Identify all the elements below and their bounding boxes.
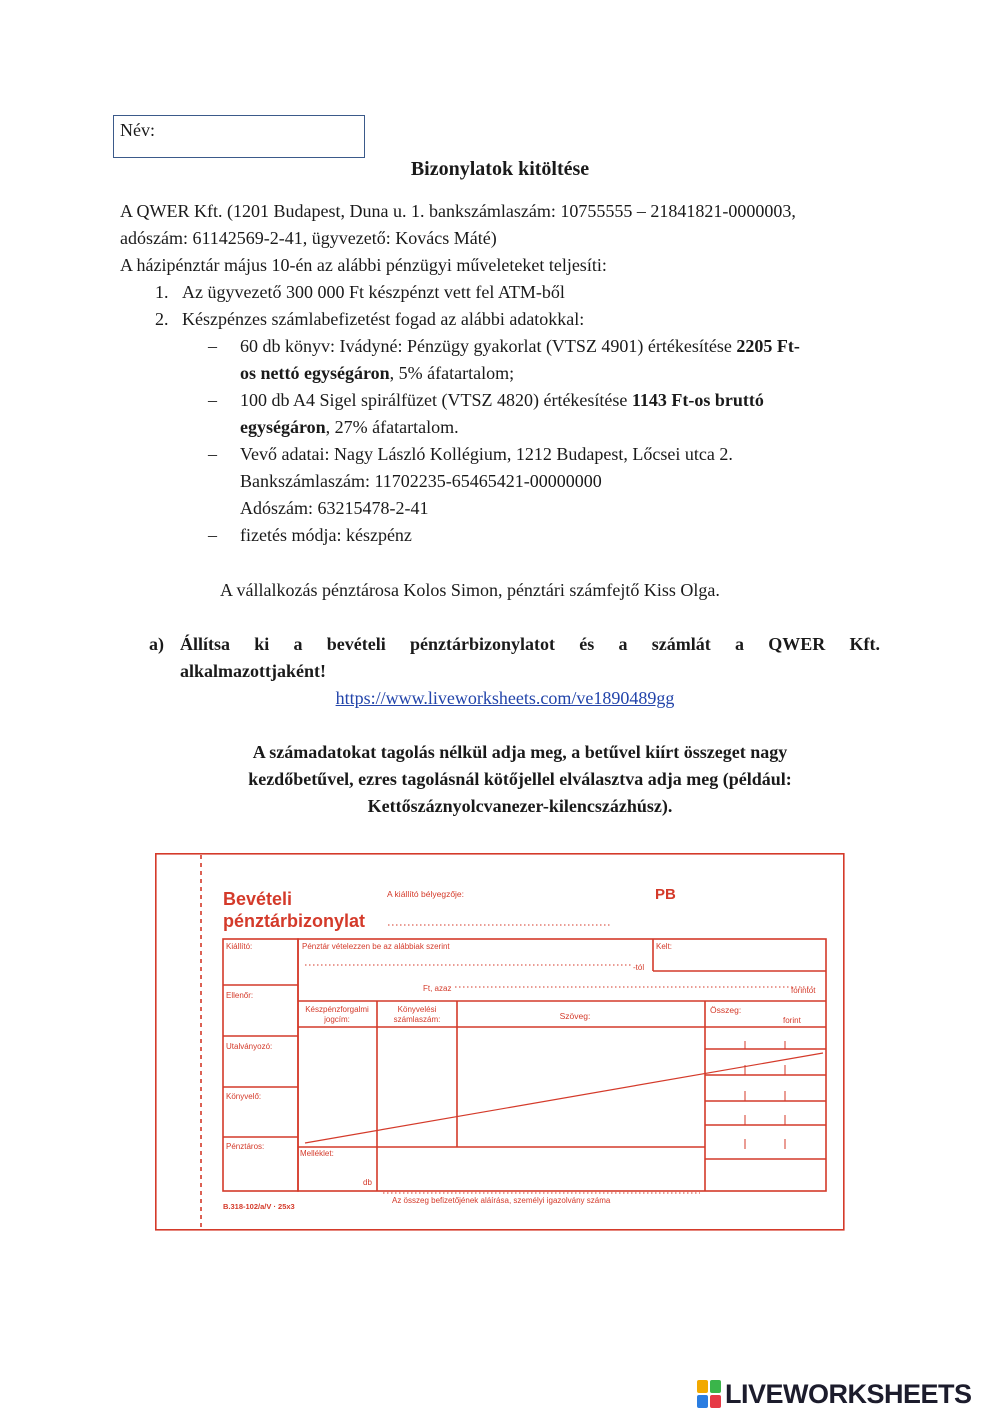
label-penztar: Pénztár vételezzen be az alábbiak szerint xyxy=(302,942,450,951)
label-db: db xyxy=(363,1178,372,1187)
label-penztaros: Pénztáros: xyxy=(226,1142,265,1151)
label-kiallito: Kiállító: xyxy=(226,942,253,951)
label-melleklet: Melléklet: xyxy=(300,1149,334,1158)
task-line-2: alkalmazottjaként! xyxy=(180,661,326,681)
name-field[interactable] xyxy=(113,115,365,158)
label-utalvanyozo: Utalványozó: xyxy=(226,1042,273,1051)
label-ft-azaz: Ft, azaz xyxy=(423,984,452,993)
task-line-1: Állítsa ki a bevételi pénztárbizonylatot és a számlát a QWER Kft. xyxy=(180,634,880,654)
stamp-label: A kiállító bélyegzője: xyxy=(387,889,465,899)
col-osszeg: Összeg: xyxy=(710,1005,742,1015)
label-kelt: Kelt: xyxy=(656,942,673,951)
instruction-line-1: A számadatokat tagolás nélkül adja meg, a betűvel kiírt összeget nagy xyxy=(252,742,788,762)
page-title: Bizonylatok kitöltése xyxy=(410,158,590,180)
col-keszpenz-1: Készpénzforgalmi xyxy=(305,1005,369,1014)
col-szoveg: Szöveg: xyxy=(559,1011,591,1021)
label-ellenor: Ellenőr: xyxy=(226,991,254,1000)
col-konyvelesi-2: számlaszám: xyxy=(393,1015,441,1024)
col-keszpenz-2: jogcím: xyxy=(324,1015,350,1024)
form-title-1: Bevételi xyxy=(223,889,293,909)
dash-bullet: – xyxy=(208,525,217,545)
detail-payment: fizetés módja: készpénz xyxy=(240,525,412,545)
detail-notebook: 100 db A4 Sigel spirálfüzet (VTSZ 4820) értékesítése 1143 Ft-os bruttó egységáron, 27% áfatartalom. xyxy=(240,390,764,437)
dash-bullet: – xyxy=(208,444,217,464)
intro-line-2: adószám: 61142569-2-41, ügyvezető: Kovács Máté) xyxy=(120,228,497,248)
label-forintot: forintot xyxy=(791,986,816,995)
liveworksheets-logo xyxy=(697,1378,972,1410)
task-label: a) xyxy=(149,634,164,654)
col-forint: forint xyxy=(783,1016,801,1025)
detail-book: 60 db könyv: Ivádyné: Pénzügy gyakorlat (VTSZ 4901) értékesítése 2205 Ft- os nettó egységáron, 5% áfatartalom; xyxy=(240,336,800,383)
intro-line-1: A QWER Kft. (1201 Budapest, Duna u. 1. bankszámlaszám: 10755555 – 21841821-0000003, xyxy=(120,201,796,221)
dash-bullet: – xyxy=(208,390,217,410)
form-title-2: pénztárbizonylat xyxy=(223,911,366,931)
instruction-line-2: kezdőbetűvel, ezres tagolásnál kötőjellel elválasztva adja meg (például: xyxy=(248,769,792,789)
label-konyvelo: Könyvelő: xyxy=(226,1092,262,1101)
operation-item: 2. Készpénzes számlabefizetést fogad az alábbi adatokkal: xyxy=(155,309,585,329)
dash-bullet: – xyxy=(208,336,217,356)
receipt-form xyxy=(155,853,845,1231)
operation-item: 1. Az ügyvezető 300 000 Ft készpénzt vett fel ATM-ből xyxy=(155,282,565,302)
worksheet-link[interactable]: https://www.liveworksheets.com/ve1890489gg xyxy=(335,688,675,708)
form-code-pb: PB xyxy=(655,886,676,903)
task-link-wrap xyxy=(120,685,890,712)
label-tol: -tól xyxy=(633,963,645,972)
logo-text: LIVEWORKSHEETS xyxy=(725,1378,972,1409)
instruction-line-3: Kettőszáznyolcvanezer-kilencszázhúsz). xyxy=(367,796,673,816)
form-number: B.318-102/a/V · 25x3 xyxy=(223,1202,295,1211)
logo-icon xyxy=(697,1380,721,1408)
col-konyvelesi-1: Könyvelési xyxy=(397,1005,437,1014)
signature-note: Az összeg befizetőjének aláírása, személyi igazolvány száma xyxy=(392,1196,611,1205)
intro-line-3: A házipénztár május 10-én az alábbi pénzügyi műveleteket teljesíti: xyxy=(120,255,607,275)
detail-buyer: Vevő adatai: Nagy László Kollégium, 1212 Budapest, Lőcsei utca 2. Bankszámlaszám: 11702235-65465421-00000000 Adószám: 63215478-2-41 xyxy=(240,444,733,518)
name-label: Név: xyxy=(120,120,155,140)
staff-line: A vállalkozás pénztárosa Kolos Simon, pénztári számfejtő Kiss Olga. xyxy=(220,580,720,600)
